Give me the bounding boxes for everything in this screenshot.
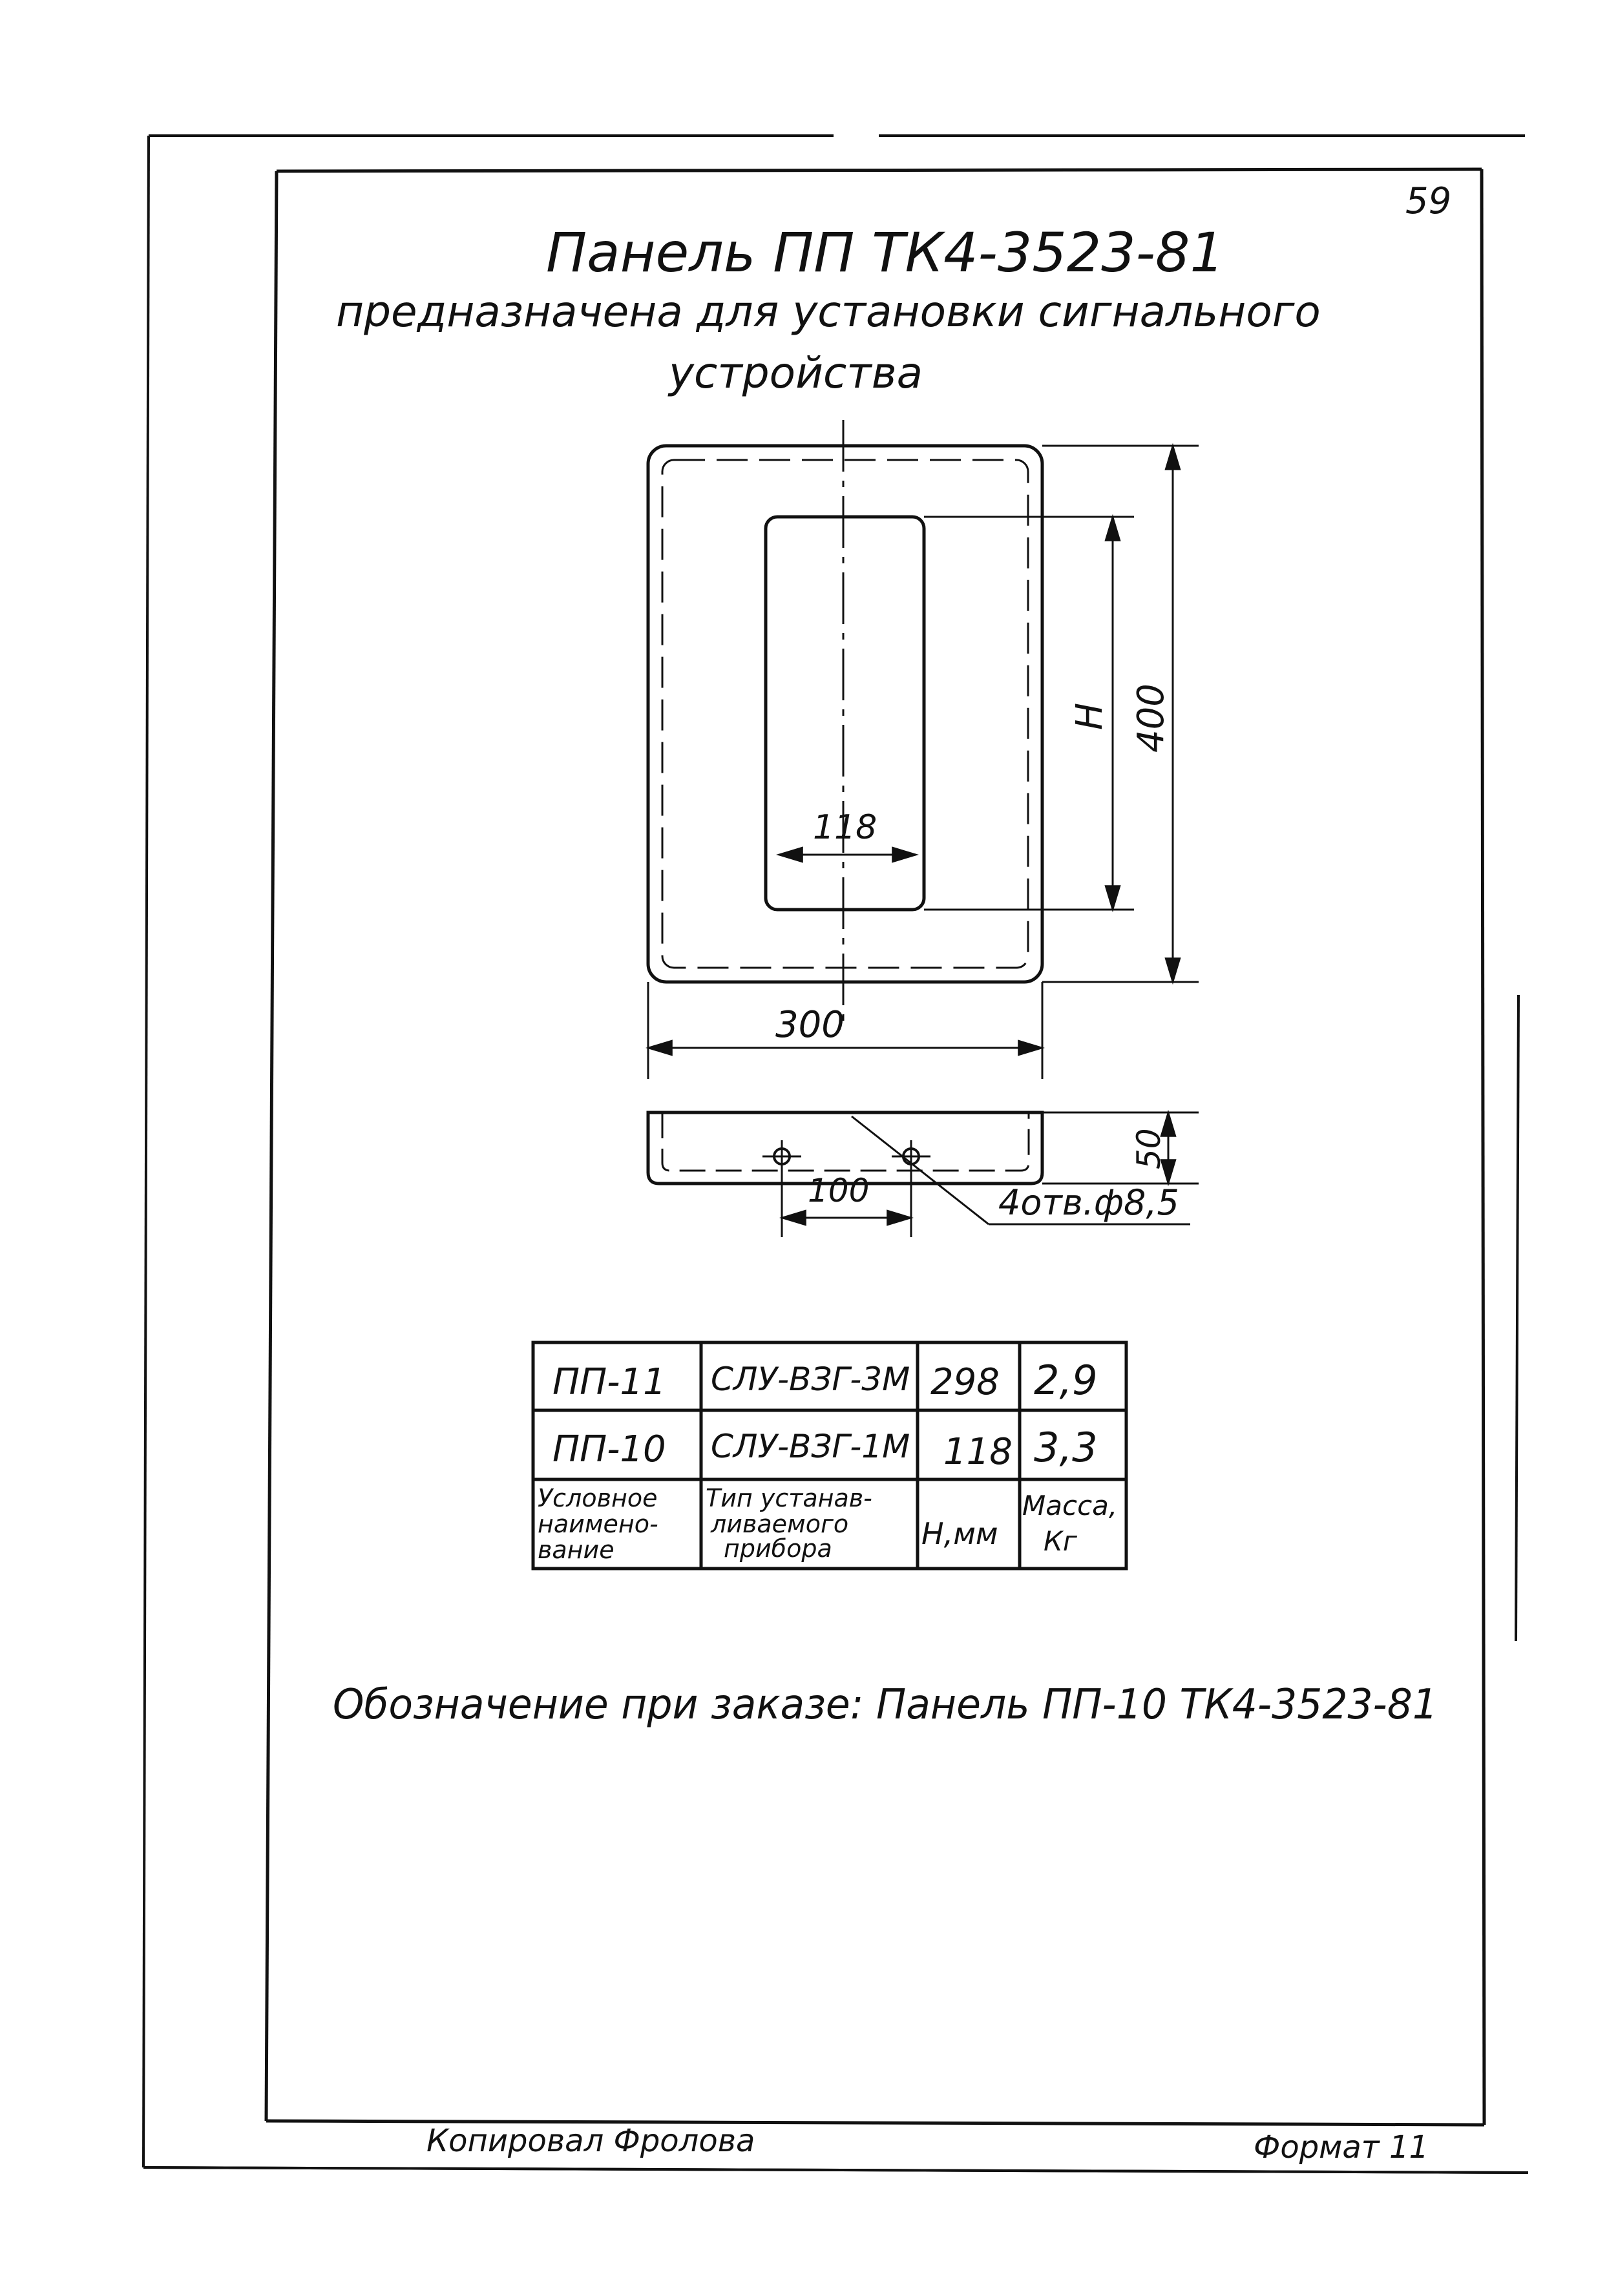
table-header-type-2: ливаемого (711, 1510, 849, 1538)
page-title: Панель ПП ТК4-3523-81 (546, 221, 1224, 284)
table-header-name-1: Условное (538, 1484, 658, 1512)
table-row-2-mass: 3,3 (1034, 1424, 1098, 1471)
footer-format: Формат 11 (1254, 2129, 1429, 2166)
table-row-1-name: ПП-11 (552, 1361, 666, 1403)
table-row-2-h: 118 (943, 1431, 1013, 1473)
table-row-1-h: 298 (930, 1361, 1000, 1403)
dimension-100-label: 100 (808, 1172, 870, 1209)
panel-front-view (648, 420, 1042, 1027)
inner-frame (266, 169, 1484, 2125)
dimension-300-label: 300 (775, 1004, 845, 1046)
table-header-type-1: Тип устанав- (706, 1484, 872, 1512)
table-header-name-3: вание (538, 1536, 614, 1564)
dimension-panel-height (1042, 446, 1199, 982)
order-note: Обозначение при заказе: Панель ПП-10 ТК4-3523-81 (333, 1681, 1438, 1729)
dimension-panel-width (648, 982, 1042, 1079)
footer-divider (143, 2167, 1528, 2173)
subtitle-line-2: устройства (669, 348, 923, 398)
table-row-2-device: СЛУ-ВЗГ-1М (711, 1428, 910, 1465)
table-header-mass-2: Кг (1044, 1525, 1077, 1557)
dimension-118-label: 118 (813, 808, 877, 847)
table-row-2-name: ПП-10 (552, 1428, 666, 1470)
dimension-400-label: 400 (1130, 684, 1172, 753)
page-number: 59 (1405, 180, 1452, 222)
dimension-depth (1042, 1112, 1199, 1184)
dimension-50-label: 50 (1130, 1128, 1168, 1169)
table-header-name-2: наимено- (538, 1510, 658, 1538)
subtitle-line-1: предназначена для установки сигнального (336, 287, 1321, 337)
table-header-type-3: прибора (724, 1534, 832, 1563)
outer-frame (143, 136, 1528, 2173)
holes-label: 4отв.ф8,5 (998, 1182, 1179, 1223)
footer-copied-by: Копировал Фролова (426, 2123, 755, 2159)
table-row-1-mass: 2,9 (1034, 1357, 1098, 1404)
table-row-1-device: СЛУ-ВЗГ-3М (711, 1361, 910, 1398)
table-header-h: Н,мм (921, 1516, 998, 1551)
table-header-mass-1: Масса, (1022, 1490, 1118, 1521)
dimension-h-label: H (1069, 702, 1111, 730)
